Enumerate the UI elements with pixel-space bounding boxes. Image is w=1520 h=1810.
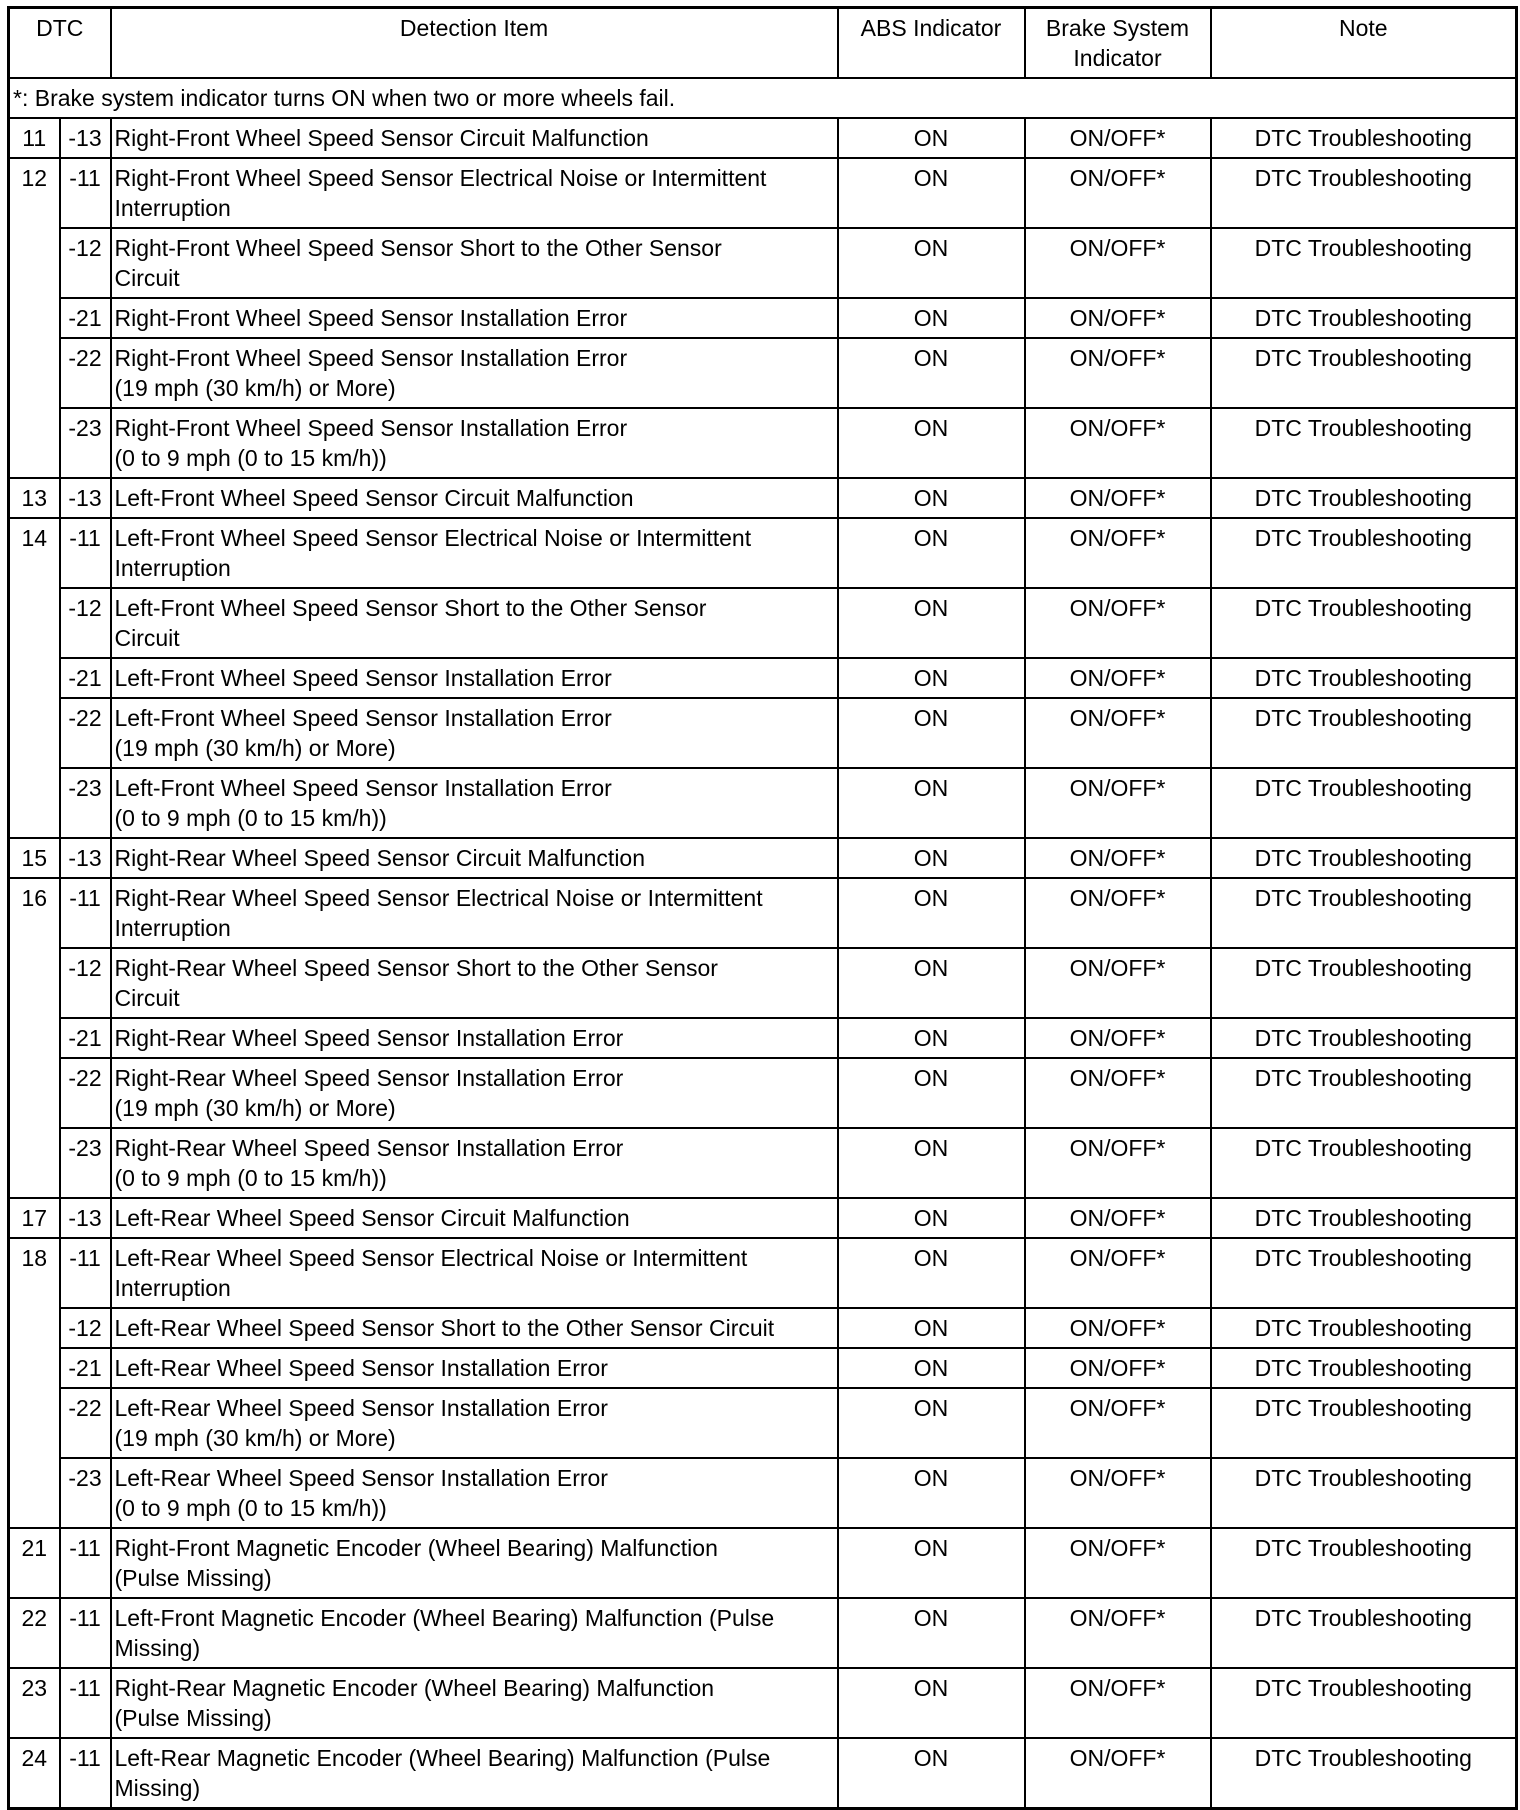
dtc-sub-code: -12 xyxy=(60,1308,111,1348)
detection-item xyxy=(111,588,838,658)
abs-indicator: ON xyxy=(838,878,1025,948)
note: DTC Troubleshooting xyxy=(1211,658,1517,698)
note: DTC Troubleshooting xyxy=(1211,1128,1517,1198)
brake-system-indicator: ON/OFF* xyxy=(1025,838,1211,878)
dtc-sub-code: -13 xyxy=(60,838,111,878)
detection-item xyxy=(111,118,838,158)
abs-indicator: ON xyxy=(838,698,1025,768)
detection-item-line: Left-Front Wheel Speed Sensor Electrical Noise or Intermittent xyxy=(114,525,752,551)
abs-indicator: ON xyxy=(838,408,1025,478)
detection-item xyxy=(111,338,838,408)
detection-item xyxy=(111,1348,838,1388)
note: DTC Troubleshooting xyxy=(1211,948,1517,1018)
table-row xyxy=(9,298,1517,338)
table-row xyxy=(9,1528,1517,1598)
detection-item-line: Right-Front Wheel Speed Sensor Installation Error xyxy=(114,415,628,441)
abs-indicator: ON xyxy=(838,768,1025,838)
dtc-sub-code: -23 xyxy=(60,1128,111,1198)
detection-item-line: Left-Rear Wheel Speed Sensor Short to the Other Sensor Circuit xyxy=(114,1315,775,1341)
brake-system-indicator: ON/OFF* xyxy=(1025,1018,1211,1058)
detection-item xyxy=(111,408,838,478)
detection-item-line: Left-Rear Wheel Speed Sensor Electrical Noise or Intermittent xyxy=(114,1245,748,1271)
brake-system-indicator: ON/OFF* xyxy=(1025,1238,1211,1308)
detection-item-line: Left-Rear Wheel Speed Sensor Installation Error xyxy=(114,1355,608,1381)
dtc-sub-code: -22 xyxy=(60,338,111,408)
detection-item xyxy=(111,1458,838,1528)
detection-item xyxy=(111,1388,838,1458)
detection-item xyxy=(111,768,838,838)
brake-system-indicator: ON/OFF* xyxy=(1025,588,1211,658)
dtc-sub-code: -22 xyxy=(60,1388,111,1458)
dtc-sub-code: -13 xyxy=(60,1198,111,1238)
dtc-main-code: 21 xyxy=(9,1528,60,1598)
detection-item-line: Interruption xyxy=(114,1275,231,1301)
brake-system-indicator: ON/OFF* xyxy=(1025,1128,1211,1198)
header-note: Note xyxy=(1211,8,1517,79)
note: DTC Troubleshooting xyxy=(1211,878,1517,948)
dtc-sub-code: -13 xyxy=(60,478,111,518)
detection-item xyxy=(111,948,838,1018)
brake-system-indicator: ON/OFF* xyxy=(1025,1388,1211,1458)
table-row xyxy=(9,408,1517,478)
detection-item-line: Circuit xyxy=(114,985,180,1011)
detection-item-line: Right-Rear Wheel Speed Sensor Installation Error xyxy=(114,1025,624,1051)
header-detection-item: Detection Item xyxy=(111,8,838,79)
brake-system-indicator: ON/OFF* xyxy=(1025,698,1211,768)
abs-indicator: ON xyxy=(838,118,1025,158)
detection-item-line: Left-Front Wheel Speed Sensor Short to the Other Sensor xyxy=(114,595,707,621)
detection-item xyxy=(111,658,838,698)
dtc-sub-code: -11 xyxy=(60,878,111,948)
table-row xyxy=(9,478,1517,518)
detection-item-line: (0 to 9 mph (0 to 15 km/h)) xyxy=(114,805,387,831)
note: DTC Troubleshooting xyxy=(1211,518,1517,588)
table-row xyxy=(9,948,1517,1018)
detection-item xyxy=(111,1528,838,1598)
dtc-sub-code: -11 xyxy=(60,1738,111,1809)
table-row xyxy=(9,698,1517,768)
detection-item xyxy=(111,698,838,768)
dtc-main-code: 17 xyxy=(9,1198,60,1238)
detection-item-line: Right-Front Wheel Speed Sensor Circuit Malfunction xyxy=(114,125,649,151)
brake-system-indicator: ON/OFF* xyxy=(1025,1738,1211,1809)
dtc-sub-code: -12 xyxy=(60,228,111,298)
detection-item-line: (Pulse Missing) xyxy=(114,1565,272,1591)
dtc-table xyxy=(7,6,1518,1810)
detection-item-line: Right-Rear Wheel Speed Sensor Short to the Other Sensor xyxy=(114,955,718,981)
note: DTC Troubleshooting xyxy=(1211,118,1517,158)
note: DTC Troubleshooting xyxy=(1211,228,1517,298)
abs-indicator: ON xyxy=(838,1018,1025,1058)
detection-item-line: Interruption xyxy=(114,555,231,581)
note: DTC Troubleshooting xyxy=(1211,1458,1517,1528)
note: DTC Troubleshooting xyxy=(1211,1528,1517,1598)
dtc-main-code: 22 xyxy=(9,1598,60,1668)
detection-item xyxy=(111,1308,838,1348)
dtc-sub-code: -21 xyxy=(60,1348,111,1388)
note: DTC Troubleshooting xyxy=(1211,158,1517,228)
detection-item-line: Left-Front Wheel Speed Sensor Circuit Malfunction xyxy=(114,485,634,511)
brake-system-indicator: ON/OFF* xyxy=(1025,158,1211,228)
detection-item-line: Missing) xyxy=(114,1775,201,1801)
table-row xyxy=(9,158,1517,228)
table-row xyxy=(9,1668,1517,1738)
abs-indicator: ON xyxy=(838,228,1025,298)
footnote: *: Brake system indicator turns ON when two or more wheels fail. xyxy=(9,78,1517,118)
brake-system-indicator: ON/OFF* xyxy=(1025,1058,1211,1128)
table-row xyxy=(9,1198,1517,1238)
header-row xyxy=(9,8,1517,79)
table-row xyxy=(9,1018,1517,1058)
note: DTC Troubleshooting xyxy=(1211,1598,1517,1668)
detection-item-line: Interruption xyxy=(114,195,231,221)
table-row xyxy=(9,1388,1517,1458)
table-row xyxy=(9,1598,1517,1668)
detection-item-line: (0 to 9 mph (0 to 15 km/h)) xyxy=(114,1165,387,1191)
dtc-sub-code: -23 xyxy=(60,768,111,838)
detection-item-line: Right-Rear Wheel Speed Sensor Electrical Noise or Intermittent xyxy=(114,885,763,911)
dtc-main-code: 16 xyxy=(9,878,60,1198)
detection-item-line: Left-Front Wheel Speed Sensor Installation Error xyxy=(114,665,612,691)
abs-indicator: ON xyxy=(838,1348,1025,1388)
table-row xyxy=(9,658,1517,698)
dtc-sub-code: -11 xyxy=(60,158,111,228)
header-brake-line1: Brake System xyxy=(1045,15,1190,41)
brake-system-indicator: ON/OFF* xyxy=(1025,1348,1211,1388)
header-dtc: DTC xyxy=(9,8,111,79)
note: DTC Troubleshooting xyxy=(1211,1018,1517,1058)
table-row xyxy=(9,1058,1517,1128)
detection-item-line: Left-Rear Magnetic Encoder (Wheel Bearing) Malfunction (Pulse xyxy=(114,1745,771,1771)
abs-indicator: ON xyxy=(838,1388,1025,1458)
abs-indicator: ON xyxy=(838,1128,1025,1198)
brake-system-indicator: ON/OFF* xyxy=(1025,338,1211,408)
detection-item-line: Missing) xyxy=(114,1635,201,1661)
footnote-row xyxy=(9,78,1517,118)
brake-system-indicator: ON/OFF* xyxy=(1025,518,1211,588)
dtc-main-code: 23 xyxy=(9,1668,60,1738)
abs-indicator: ON xyxy=(838,1238,1025,1308)
dtc-main-code: 11 xyxy=(9,118,60,158)
detection-item xyxy=(111,1738,838,1809)
note: DTC Troubleshooting xyxy=(1211,1388,1517,1458)
brake-system-indicator: ON/OFF* xyxy=(1025,298,1211,338)
dtc-sub-code: -21 xyxy=(60,1018,111,1058)
brake-system-indicator: ON/OFF* xyxy=(1025,228,1211,298)
brake-system-indicator: ON/OFF* xyxy=(1025,1458,1211,1528)
detection-item xyxy=(111,1058,838,1128)
detection-item-line: Right-Front Wheel Speed Sensor Installation Error xyxy=(114,345,628,371)
brake-system-indicator: ON/OFF* xyxy=(1025,1668,1211,1738)
dtc-sub-code: -11 xyxy=(60,1238,111,1308)
table-row xyxy=(9,768,1517,838)
detection-item xyxy=(111,1018,838,1058)
abs-indicator: ON xyxy=(838,658,1025,698)
table-row xyxy=(9,338,1517,408)
note: DTC Troubleshooting xyxy=(1211,1198,1517,1238)
note: DTC Troubleshooting xyxy=(1211,1738,1517,1809)
detection-item-line: Left-Rear Wheel Speed Sensor Installation Error xyxy=(114,1465,608,1491)
dtc-sub-code: -22 xyxy=(60,1058,111,1128)
dtc-sub-code: -12 xyxy=(60,588,111,658)
detection-item xyxy=(111,1668,838,1738)
detection-item xyxy=(111,478,838,518)
brake-system-indicator: ON/OFF* xyxy=(1025,1198,1211,1238)
note: DTC Troubleshooting xyxy=(1211,338,1517,408)
detection-item-line: Left-Rear Wheel Speed Sensor Circuit Malfunction xyxy=(114,1205,630,1231)
abs-indicator: ON xyxy=(838,1308,1025,1348)
abs-indicator: ON xyxy=(838,478,1025,518)
header-brake-line2: Indicator xyxy=(1073,45,1162,71)
brake-system-indicator: ON/OFF* xyxy=(1025,878,1211,948)
detection-item-line: Right-Rear Magnetic Encoder (Wheel Bearing) Malfunction xyxy=(114,1675,715,1701)
table-row xyxy=(9,228,1517,298)
table-row xyxy=(9,118,1517,158)
detection-item xyxy=(111,518,838,588)
dtc-sub-code: -21 xyxy=(60,298,111,338)
detection-item-line: Left-Front Wheel Speed Sensor Installation Error xyxy=(114,775,612,801)
detection-item-line: Right-Front Wheel Speed Sensor Short to the Other Sensor xyxy=(114,235,722,261)
dtc-main-code: 15 xyxy=(9,838,60,878)
detection-item xyxy=(111,228,838,298)
table-row xyxy=(9,1738,1517,1809)
note: DTC Troubleshooting xyxy=(1211,298,1517,338)
detection-item-line: Interruption xyxy=(114,915,231,941)
brake-system-indicator: ON/OFF* xyxy=(1025,658,1211,698)
dtc-main-code: 13 xyxy=(9,478,60,518)
dtc-table-body xyxy=(9,118,1517,1809)
brake-system-indicator: ON/OFF* xyxy=(1025,118,1211,158)
note: DTC Troubleshooting xyxy=(1211,768,1517,838)
dtc-main-code: 24 xyxy=(9,1738,60,1809)
detection-item-line: Right-Front Wheel Speed Sensor Electrical Noise or Intermittent xyxy=(114,165,767,191)
dtc-sub-code: -12 xyxy=(60,948,111,1018)
header-abs-indicator: ABS Indicator xyxy=(838,8,1025,79)
header-brake-system-indicator xyxy=(1025,8,1211,79)
detection-item xyxy=(111,1198,838,1238)
dtc-sub-code: -21 xyxy=(60,658,111,698)
dtc-table-container xyxy=(7,6,1518,1810)
table-row xyxy=(9,1308,1517,1348)
dtc-main-code: 14 xyxy=(9,518,60,838)
table-row xyxy=(9,1128,1517,1198)
detection-item-line: (0 to 9 mph (0 to 15 km/h)) xyxy=(114,1495,387,1521)
detection-item-line: Left-Front Wheel Speed Sensor Installation Error xyxy=(114,705,612,731)
dtc-sub-code: -13 xyxy=(60,118,111,158)
brake-system-indicator: ON/OFF* xyxy=(1025,1308,1211,1348)
dtc-sub-code: -23 xyxy=(60,1458,111,1528)
detection-item-line: (Pulse Missing) xyxy=(114,1705,272,1731)
brake-system-indicator: ON/OFF* xyxy=(1025,768,1211,838)
detection-item-line: Right-Front Wheel Speed Sensor Installation Error xyxy=(114,305,628,331)
detection-item-line: Left-Front Magnetic Encoder (Wheel Bearing) Malfunction (Pulse xyxy=(114,1605,775,1631)
abs-indicator: ON xyxy=(838,1668,1025,1738)
table-row xyxy=(9,878,1517,948)
abs-indicator: ON xyxy=(838,298,1025,338)
table-row xyxy=(9,518,1517,588)
dtc-sub-code: -11 xyxy=(60,1528,111,1598)
abs-indicator: ON xyxy=(838,1198,1025,1238)
abs-indicator: ON xyxy=(838,338,1025,408)
abs-indicator: ON xyxy=(838,1528,1025,1598)
detection-item-line: Right-Rear Wheel Speed Sensor Installation Error xyxy=(114,1135,624,1161)
note: DTC Troubleshooting xyxy=(1211,1668,1517,1738)
note: DTC Troubleshooting xyxy=(1211,478,1517,518)
detection-item xyxy=(111,1598,838,1668)
abs-indicator: ON xyxy=(838,948,1025,1018)
abs-indicator: ON xyxy=(838,1058,1025,1128)
dtc-sub-code: -23 xyxy=(60,408,111,478)
brake-system-indicator: ON/OFF* xyxy=(1025,478,1211,518)
table-row xyxy=(9,1458,1517,1528)
brake-system-indicator: ON/OFF* xyxy=(1025,1598,1211,1668)
abs-indicator: ON xyxy=(838,838,1025,878)
detection-item-line: (19 mph (30 km/h) or More) xyxy=(114,1095,396,1121)
abs-indicator: ON xyxy=(838,1458,1025,1528)
note: DTC Troubleshooting xyxy=(1211,408,1517,478)
detection-item-line: Circuit xyxy=(114,265,180,291)
abs-indicator: ON xyxy=(838,518,1025,588)
detection-item-line: (19 mph (30 km/h) or More) xyxy=(114,1425,396,1451)
detection-item xyxy=(111,1238,838,1308)
abs-indicator: ON xyxy=(838,158,1025,228)
dtc-sub-code: -11 xyxy=(60,1668,111,1738)
note: DTC Troubleshooting xyxy=(1211,588,1517,658)
detection-item xyxy=(111,158,838,228)
brake-system-indicator: ON/OFF* xyxy=(1025,948,1211,1018)
detection-item-line: Left-Rear Wheel Speed Sensor Installation Error xyxy=(114,1395,608,1421)
table-row xyxy=(9,838,1517,878)
detection-item-line: (19 mph (30 km/h) or More) xyxy=(114,375,396,401)
detection-item-line: (19 mph (30 km/h) or More) xyxy=(114,735,396,761)
detection-item-line: Circuit xyxy=(114,625,180,651)
detection-item-line: Right-Rear Wheel Speed Sensor Circuit Malfunction xyxy=(114,845,646,871)
dtc-sub-code: -22 xyxy=(60,698,111,768)
detection-item xyxy=(111,878,838,948)
table-row xyxy=(9,1348,1517,1388)
abs-indicator: ON xyxy=(838,1738,1025,1809)
note: DTC Troubleshooting xyxy=(1211,838,1517,878)
detection-item-line: Right-Front Magnetic Encoder (Wheel Bearing) Malfunction xyxy=(114,1535,718,1561)
brake-system-indicator: ON/OFF* xyxy=(1025,408,1211,478)
note: DTC Troubleshooting xyxy=(1211,698,1517,768)
detection-item xyxy=(111,1128,838,1198)
note: DTC Troubleshooting xyxy=(1211,1348,1517,1388)
note: DTC Troubleshooting xyxy=(1211,1238,1517,1308)
note: DTC Troubleshooting xyxy=(1211,1308,1517,1348)
detection-item-line: (0 to 9 mph (0 to 15 km/h)) xyxy=(114,445,387,471)
dtc-sub-code: -11 xyxy=(60,1598,111,1668)
abs-indicator: ON xyxy=(838,1598,1025,1668)
abs-indicator: ON xyxy=(838,588,1025,658)
detection-item xyxy=(111,298,838,338)
dtc-sub-code: -11 xyxy=(60,518,111,588)
table-row xyxy=(9,588,1517,658)
dtc-main-code: 18 xyxy=(9,1238,60,1528)
dtc-main-code: 12 xyxy=(9,158,60,478)
detection-item xyxy=(111,838,838,878)
brake-system-indicator: ON/OFF* xyxy=(1025,1528,1211,1598)
note: DTC Troubleshooting xyxy=(1211,1058,1517,1128)
detection-item-line: Right-Rear Wheel Speed Sensor Installation Error xyxy=(114,1065,624,1091)
table-row xyxy=(9,1238,1517,1308)
